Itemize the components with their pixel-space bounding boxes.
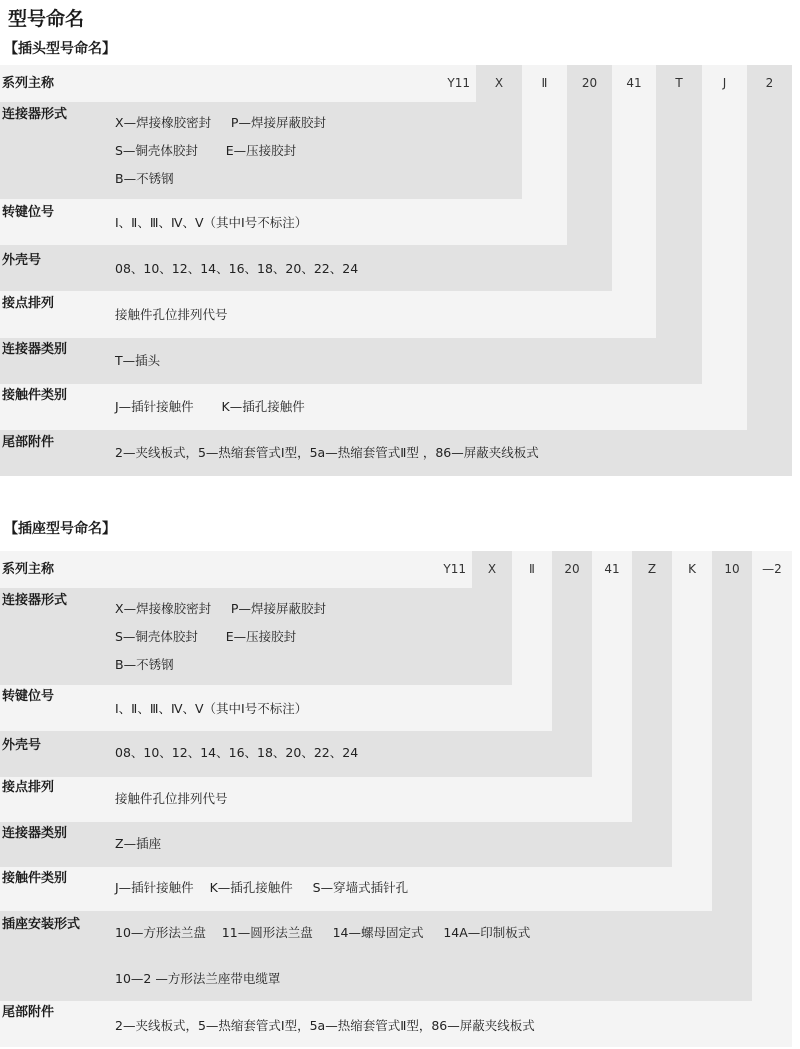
model-code-segment: X (494, 76, 504, 90)
field-description: 08、10、12、14、16、18、20、22、24 (115, 745, 359, 760)
field-label: 连接器形式 (2, 107, 68, 122)
field-description: Ⅰ、Ⅱ、Ⅲ、Ⅳ、Ⅴ（其中Ⅰ号不标注） (115, 701, 308, 716)
field-description: 接触件孔位排列代号 (115, 307, 228, 322)
field-description: T—插头 (115, 353, 161, 368)
field-label: 连接器形式 (2, 593, 68, 608)
field-description: Z—插座 (115, 836, 162, 851)
field-description: 2—夹线板式，5—热缩套管式Ⅰ型，5a—热缩套管式Ⅱ型，86—屏蔽夹线板式 (115, 1018, 535, 1033)
field-description: 10—方形法兰盘 11—圆形法兰盘 14—螺母固定式 14A—印制板式 (115, 925, 531, 940)
code-column (612, 65, 656, 338)
field-description: X—焊接橡胶密封 P—焊接屏蔽胶封 (115, 601, 326, 616)
code-column (656, 65, 702, 384)
field-label: 插座安装形式 (2, 917, 81, 932)
field-description: S—铜壳体胶封 E—压接胶封 (115, 143, 297, 158)
series-label: 系列主称 (2, 562, 55, 577)
series-row (0, 65, 420, 102)
field-row (0, 822, 632, 867)
field-description: 2—夹线板式，5—热缩套管式Ⅰ型，5a—热缩套管式Ⅱ型 ，86—屏蔽夹线板式 (115, 445, 539, 460)
field-description: S—铜壳体胶封 E—压接胶封 (115, 629, 297, 644)
model-code-segment: T (675, 76, 683, 90)
model-code-segment: Y11 (447, 76, 470, 90)
model-code-segment: 20 (581, 76, 598, 90)
field-label: 接点排列 (2, 296, 55, 311)
series-row (0, 551, 420, 588)
model-code-segment: 20 (564, 562, 580, 576)
plug-naming-diagram (0, 65, 792, 476)
field-label: 外壳号 (2, 253, 42, 268)
socket-naming-diagram (0, 551, 792, 1047)
series-label: 系列主称 (2, 76, 55, 91)
field-label: 连接器类别 (2, 342, 68, 357)
field-label: 转键位号 (2, 689, 55, 704)
model-code-segment: 10 (724, 562, 740, 576)
field-description: 08、10、12、14、16、18、20、22、24 (115, 261, 359, 276)
field-row (0, 291, 612, 338)
field-label: 外壳号 (2, 738, 42, 753)
plug-section-title: 【插头型号命名】 (4, 41, 116, 57)
field-description: 接触件孔位排列代号 (115, 791, 228, 806)
field-description: 10—2 —方形法兰座带电缆罩 (115, 971, 281, 986)
socket-section-title: 【插座型号命名】 (4, 521, 116, 537)
model-code-segment: 2 (765, 76, 774, 90)
field-description: Ⅰ、Ⅱ、Ⅲ、Ⅳ、Ⅴ（其中Ⅰ号不标注） (115, 215, 308, 230)
field-label: 接点排列 (2, 780, 55, 795)
code-column (632, 551, 672, 867)
field-description: J—插针接触件 K—插孔接触件 S—穿墙式插针孔 (115, 880, 409, 895)
code-column (702, 65, 747, 430)
field-description: J—插针接触件 K—插孔接触件 (115, 399, 305, 414)
code-column (712, 551, 752, 1001)
model-code-segment: X (487, 562, 497, 576)
field-row (0, 338, 656, 384)
model-code-segment: Z (647, 562, 657, 576)
field-label: 尾部附件 (2, 435, 55, 450)
model-code-segment: 41 (604, 562, 620, 576)
model-code-segment: Y11 (443, 562, 466, 576)
field-label: 接触件类别 (2, 388, 68, 403)
field-description: X—焊接橡胶密封 P—焊接屏蔽胶封 (115, 115, 326, 130)
field-label: 尾部附件 (2, 1005, 55, 1020)
page-title: 型号命名 (8, 8, 85, 30)
field-row (0, 384, 702, 430)
code-column (592, 551, 632, 822)
field-label: 接触件类别 (2, 871, 68, 886)
field-row (0, 777, 592, 822)
model-code-segment: Ⅱ (529, 562, 535, 576)
field-label: 转键位号 (2, 205, 55, 220)
model-code-segment: 41 (626, 76, 642, 90)
model-code-segment: —2 (762, 562, 782, 576)
code-column (752, 551, 792, 1047)
field-label: 连接器类别 (2, 826, 68, 841)
model-code-segment: K (688, 562, 696, 576)
code-column (747, 65, 792, 476)
model-code-segment: J (722, 76, 727, 90)
code-column (672, 551, 712, 911)
field-description: B—不锈钢 (115, 657, 174, 672)
model-code-segment: Ⅱ (541, 76, 548, 90)
field-description: B—不锈钢 (115, 171, 174, 186)
